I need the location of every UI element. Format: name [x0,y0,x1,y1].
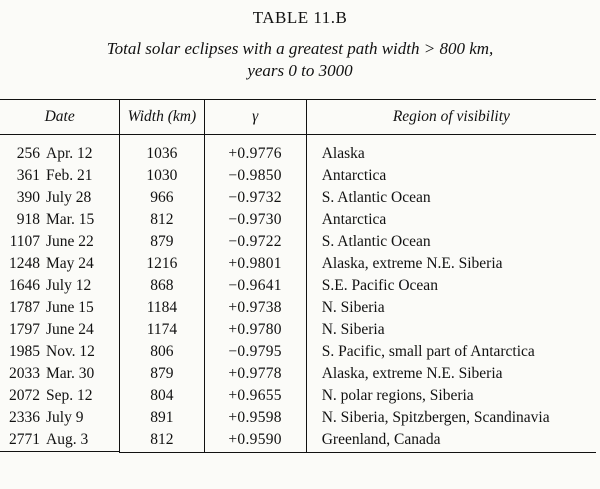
cell-region: Antarctica [306,209,596,231]
date-month-day: Aug. 3 [46,431,89,448]
date-year: 1646 [9,277,40,294]
cell-region: Greenland, Canada [306,429,596,452]
date-text [0,253,94,275]
date-text [0,297,94,319]
cell-width: 1184 [120,297,204,319]
date-year: 1107 [9,233,40,250]
date-year: 1797 [9,321,40,338]
caption-line-2: years 0 to 3000 [247,61,353,80]
cell-width: 891 [120,407,204,429]
cell-date [0,187,119,209]
cell-width: 1216 [120,253,204,275]
cell-date [0,209,119,231]
date-text [0,429,88,451]
cell-date [0,341,119,363]
date-text [0,165,93,187]
cell-date [0,253,119,275]
cell-width: 804 [120,385,204,407]
date-month-day: June 15 [46,299,94,316]
cell-date [0,165,119,187]
table-row [0,253,596,275]
table-row [0,187,596,209]
date-text [0,385,93,407]
date-year: 2336 [9,409,40,426]
date-month-day: June 22 [46,233,94,250]
header-gamma: γ [204,100,306,135]
cell-gamma: +0.9590 [204,429,306,452]
cell-gamma: +0.9598 [204,407,306,429]
cell-gamma: +0.9780 [204,319,306,341]
cell-region: Alaska, extreme N.E. Siberia [306,363,596,385]
caption-line-1: Total solar eclipses with a greatest path width > 800 km, [106,39,494,58]
cell-gamma: +0.9738 [204,297,306,319]
cell-region: N. Siberia, Spitzbergen, Scandinavia [306,407,596,429]
table-row [0,135,596,166]
date-month-day: July 9 [46,409,84,426]
cell-date [0,231,119,253]
table-row [0,231,596,253]
table-row [0,275,596,297]
date-text [0,363,94,385]
date-month-day: June 24 [46,321,94,338]
cell-width: 1174 [120,319,204,341]
cell-width: 879 [120,231,204,253]
cell-date [0,135,119,165]
cell-region: Antarctica [306,165,596,187]
table-title: TABLE 11.B [252,8,348,27]
cell-region: S. Pacific, small part of Antarctica [306,341,596,363]
cell-region: Alaska, extreme N.E. Siberia [306,253,596,275]
cell-date [0,385,119,407]
date-text [0,407,83,429]
cell-region: N. Siberia [306,319,596,341]
date-text [0,341,95,363]
cell-date [0,429,119,452]
date-year: 2072 [9,387,40,404]
cell-region: N. Siberia [306,297,596,319]
table-caption [0,38,600,82]
table-row [0,385,596,407]
date-month-day: Feb. 21 [46,167,93,184]
date-text [0,209,94,231]
cell-region: N. polar regions, Siberia [306,385,596,407]
date-year: 390 [16,189,40,206]
header-region: Region of visibility [306,100,596,135]
cell-gamma: −0.9641 [204,275,306,297]
cell-date [0,275,119,297]
cell-gamma: +0.9778 [204,363,306,385]
header-row [0,100,596,135]
eclipse-table [0,99,596,453]
table-row [0,319,596,341]
cell-date [0,297,119,319]
date-text [0,231,94,253]
cell-gamma: +0.9655 [204,385,306,407]
cell-width: 1036 [120,135,204,166]
table-row [0,165,596,187]
cell-gamma: −0.9732 [204,187,306,209]
date-year: 918 [16,211,40,228]
cell-width: 966 [120,187,204,209]
cell-width: 812 [120,429,204,452]
date-year: 1787 [9,299,40,316]
cell-gamma: −0.9722 [204,231,306,253]
cell-width: 1030 [120,165,204,187]
header-width: Width (km) [120,100,204,135]
cell-width: 812 [120,209,204,231]
date-month-day: Mar. 15 [46,211,95,228]
date-month-day: July 28 [46,189,92,206]
date-month-day: Sep. 12 [46,387,93,404]
header-date: Date [0,100,120,135]
cell-region: S. Atlantic Ocean [306,187,596,209]
cell-width: 879 [120,363,204,385]
date-text [0,319,94,341]
date-text [0,187,91,209]
date-year: 1985 [9,343,40,360]
cell-date [0,363,119,385]
table-row [0,407,596,429]
cell-gamma: +0.9776 [204,135,306,166]
cell-width: 868 [120,275,204,297]
cell-region: S. Atlantic Ocean [306,231,596,253]
date-year: 361 [16,167,40,184]
cell-region: S.E. Pacific Ocean [306,275,596,297]
table-row [0,341,596,363]
date-year: 2771 [9,431,40,448]
cell-width: 806 [120,341,204,363]
date-year: 256 [16,145,40,162]
date-month-day: Nov. 12 [46,343,95,360]
table-body [0,135,596,453]
cell-date [0,407,119,429]
cell-gamma: +0.9801 [204,253,306,275]
cell-region: Alaska [306,135,596,166]
cell-gamma: −0.9850 [204,165,306,187]
date-year: 1248 [9,255,40,272]
date-month-day: May 24 [46,255,94,272]
cell-gamma: −0.9795 [204,341,306,363]
date-month-day: July 12 [46,277,92,294]
date-month-day: Mar. 30 [46,365,95,382]
date-text [0,275,91,297]
table-row [0,363,596,385]
table-row [0,297,596,319]
cell-gamma: −0.9730 [204,209,306,231]
date-month-day: Apr. 12 [46,145,93,162]
cell-date [0,319,119,341]
date-year: 2033 [9,365,40,382]
date-text [0,143,93,165]
table-row [0,429,596,452]
table-row [0,209,596,231]
